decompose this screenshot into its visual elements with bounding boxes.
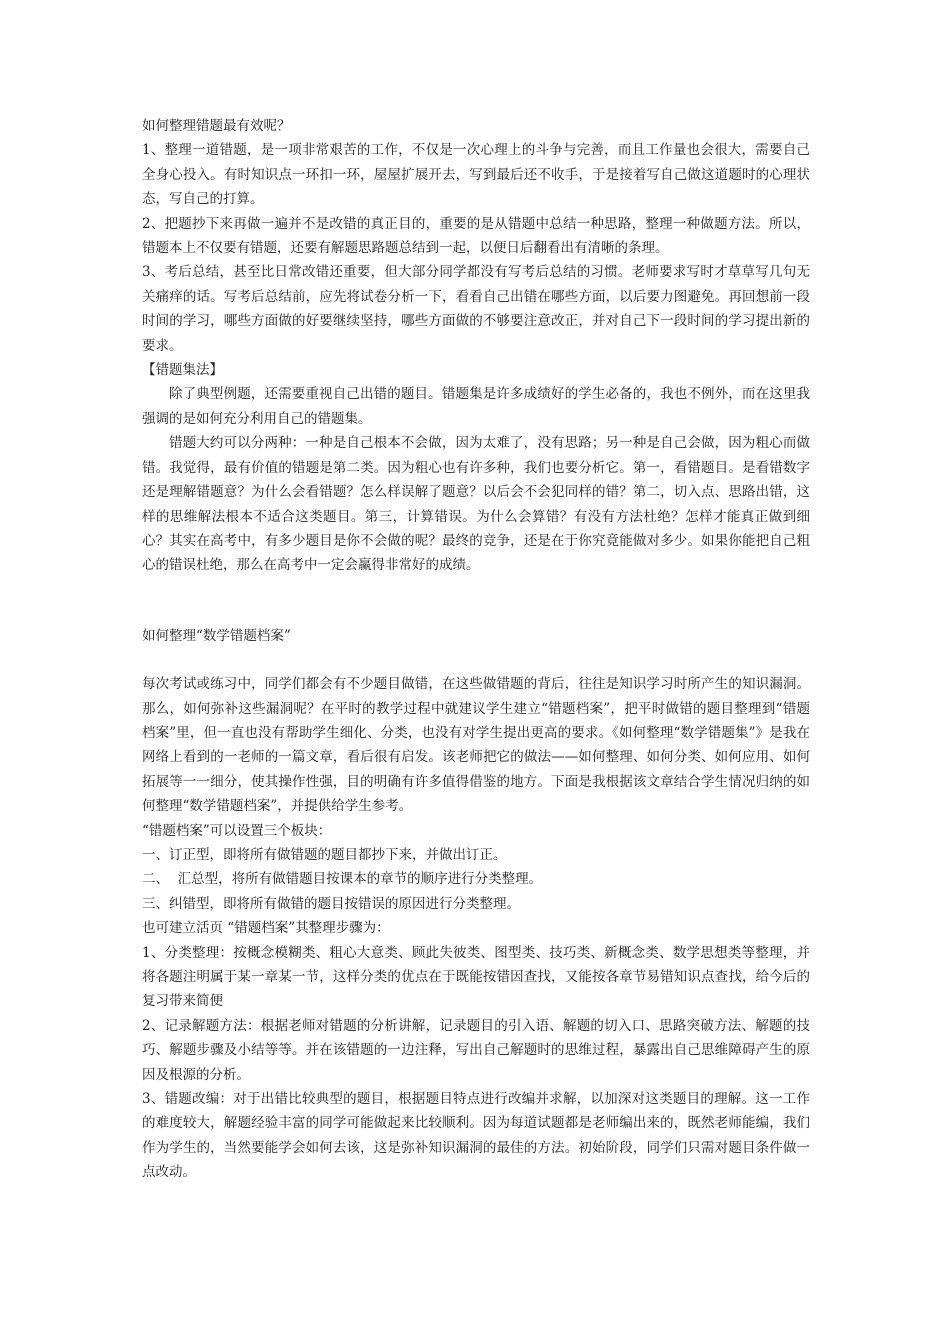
section1-paragraph-5: 错题大约可以分两种：一种是自己根本不会做，因为太难了，没有思路；另一种是自己会做，因为粗心而做错。我觉得，最有价值的错题是第二类。因为粗心也有许多种，我们也要分析它。第一，看错题目。是看错数字还是理解错题意？为什么会看错题？怎么样误解了题意？以后会不会犯同样的错？第二，切入点、思路出错，这样的思维解法根本不适合这类题目。第三，计算错误。为什么会算错？有没有方法杜绝？怎样才能真正做到细心？其实在高考中，有多少题目是你不会做的呢？最终的竞争，还是在于你究竟能做对多少。如果你能把自己粗心的错误杜绝，那么在高考中一定会赢得非常好的成绩。 xyxy=(142,435,810,574)
section1-paragraph-2: 2、把题抄下来再做一遍并不是改错的真正目的，重要的是从错题中总结一种思路，整理一种做题方法。所以，错题本上不仅要有错题，还要有解题思路题总结到一起，以便日后翻看出有清晰的条理。 xyxy=(142,215,810,257)
section1-heading: 【错题集法】 xyxy=(142,362,223,379)
section2-paragraph-3: 也可建立活页 “错题档案”其整理步骤为： xyxy=(142,920,390,937)
section1-paragraph-3: 3、考后总结，甚至比日常改错还重要，但大部分同学都没有写考后总结的习惯。老师要求写时才草草写几句无关痛痒的话。写考后总结前，应先将试卷分析一下，看看自己出错在哪些方面，以后要力图避免。再回想前一段时间的学习，哪些方面做的好要继续坚持，哪些方面做的不够要注意改正，并对自己下一段时间的学习提出新的要求。 xyxy=(142,264,810,354)
title-spacer xyxy=(142,648,810,672)
section1-paragraph-1: 1、整理一道错题，是一项非常艰苦的工作，不仅是一次心理上的斗争与完善，而且工作量也会很大，需要自己全身心投入。有时知识点一环扣一环，屋屋扩展开去，写到最后还不收手，于是接着写自己做这道题时的心理状态，写自己的打算。 xyxy=(142,142,810,208)
section2-paragraph-1: 每次考试或练习中，同学们都会有不少题目做错，在这些做错题的背后，往往是知识学习时所产生的知识漏洞。那么，如何弥补这些漏洞呢？在平时的教学过程中就建议学生建立“错题档案”，把平时做错的题目整理到“错题档案”里，但一直也没有帮助学生细化、分类，也没有对学生提出更高的要求。《如何整理“数学错题集”》是我在网络上看到的一老师的一篇文章，看后很有启发。该老师把它的做法——如何整理、如何分类、如何应用、如何拓展等一一细分，使其操作性强，目的明确有许多值得借鉴的地方。下面是我根据该文章结合学生情况归纳的如何整理“数学错题档案”，并提供给学生参考。 xyxy=(142,676,810,815)
section2-list-item-1: 一、订正型，即将所有做错题的题目都抄下来，并做出订正。 xyxy=(142,846,507,863)
section2-paragraph-2: “错题档案”可以设置三个板块： xyxy=(142,822,332,839)
section-spacer xyxy=(142,578,810,624)
section2-list-item-2: 二、 汇总型，将所有做错题目按课本的章节的顺序进行分类整理。 xyxy=(142,871,543,888)
section1-title: 如何整理错题最有效呢？ xyxy=(142,118,291,134)
section2-step-2: 2、记录解题方法：根据老师对错题的分析讲解，记录题目的引入语、解题的切入口、思路突破方法、解题的技巧、解题步骤及小结等等。并在该错题的一边注释，写出自己解题时的思维过程，暴露出自己思维障碍产生的原因及根源的分析。 xyxy=(142,1017,810,1083)
section2-title: 如何整理“数学错题档案” xyxy=(142,627,291,644)
section2-list-item-3: 三、纠错型，即将所有做错的题目按错误的原因进行分类整理。 xyxy=(142,895,520,912)
section1-paragraph-4: 除了典型例题，还需要重视自己出错的题目。错题集是许多成绩好的学生必备的，我也不例外，而在这里我强调的是如何充分利用自己的错题集。 xyxy=(142,386,810,427)
section2-step-1: 1、分类整理：按概念模糊类、粗心大意类、顾此失彼类、图型类、技巧类、新概念类、数学思想类等整理，并将各题注明属于某一章某一节，这样分类的优点在于既能按错因查找，又能按各章节易错知识点查找，给今后的复习带来简便 xyxy=(142,944,810,1010)
section2-step-3: 3、错题改编：对于出错比较典型的题目，根据题目特点进行改编并求解，以加深对这类题目的理解。这一工作的难度较大，解题经验丰富的同学可能做起来比较顺利。因为每道试题都是老师编出来的，既然老师能编，我们作为学生的，当然要能学会如何去该，这是弥补知识漏洞的最佳的方法。初始阶段，同学们只需对题目条件做一点改动。 xyxy=(142,1091,810,1181)
document-page xyxy=(142,114,810,1185)
